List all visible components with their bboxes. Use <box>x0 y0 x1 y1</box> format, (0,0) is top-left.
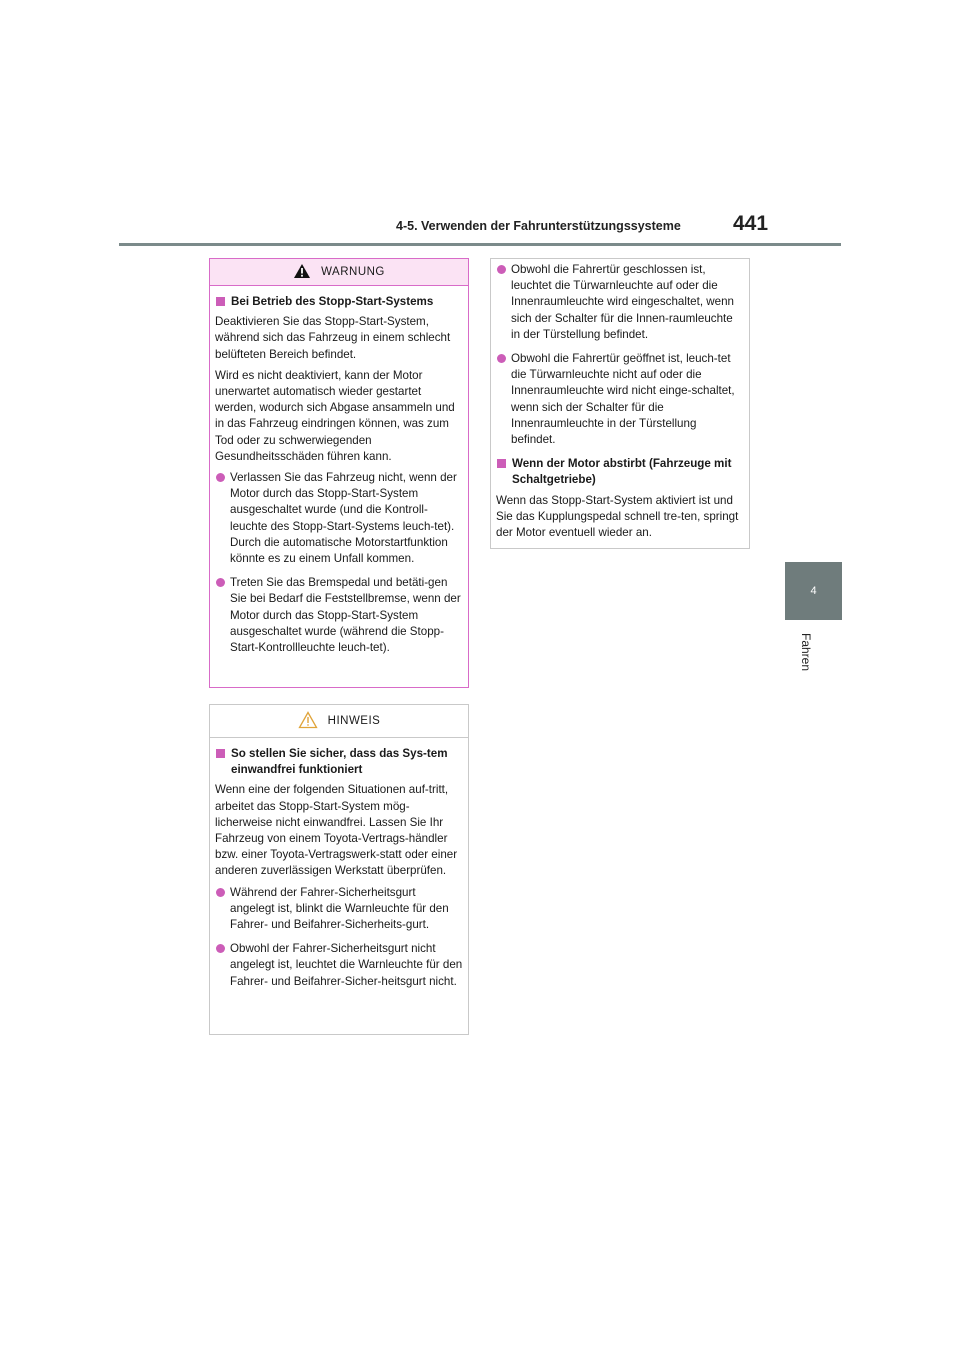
note-paragraph: Wenn das Stopp-Start-System aktiviert ist und Sie das Kupplungspedal schnell tre-ten, springt der Motor eventuell wieder an. <box>496 493 739 540</box>
warning-box <box>209 258 469 688</box>
warning-bullet: Treten Sie das Bremspedal und betäti-gen Sie bei Bedarf die Feststellbremse, wenn der Motor durch das Stopp-Start-System ausgeschaltet wurde (während die Stopp-Start-Kontrollleuchte leuch-tet). <box>215 575 463 656</box>
note-title: HINWEIS <box>327 715 381 727</box>
note-paragraph: Wenn eine der folgenden Situationen auf-tritt, arbeitet das Stopp-Start-System mög-licherweise nicht einwandfrei. Lassen Sie Ihr Fahrzeug von einem Toyota-Vertrags-händler bzw. einer Toyota-Vertragswerk-statt oder einer anderen zuverlässigen Werkstatt überprüfen. <box>215 783 458 878</box>
note-header <box>210 705 468 738</box>
note-subheading: So stellen Sie sicher, dass das Sys-tem einwandfrei funktioniert <box>215 746 463 778</box>
warning-paragraph: Wird es nicht deaktiviert, kann der Motor unerwartet automatisch wieder gestartet werden, wodurch sich Abgase ansammeln und in das Fahrzeug eindringen können, was zum Tod oder zu schwerwiegenden Gesundheitsschäden führen kann. <box>215 368 455 463</box>
note-box-continued <box>490 258 750 549</box>
square-bullet-icon <box>497 459 506 468</box>
round-bullet-icon <box>497 265 506 274</box>
note-subheading: Wenn der Motor abstirbt (Fahrzeuge mit Schaltgetriebe) <box>496 456 744 488</box>
header-rule <box>119 243 841 246</box>
round-bullet-icon <box>216 473 225 482</box>
round-bullet-icon <box>497 354 506 363</box>
page-number: 441 <box>733 212 769 235</box>
square-bullet-icon <box>216 749 225 758</box>
warning-subheading: Bei Betrieb des Stopp-Start-Systems <box>215 294 463 310</box>
chapter-tab: 4 <box>785 562 842 620</box>
chapter-label: Fahren <box>799 633 813 672</box>
square-bullet-icon <box>216 297 225 306</box>
note-bullet: Obwohl die Fahrertür geöffnet ist, leuch-tet die Türwarnleuchte nicht auf oder die Innenraumleuchte wird nicht einge-schaltet, wenn sich der Schalter für die Innenraumleuchte in der Türstellung befindet. <box>496 351 744 448</box>
warning-header <box>210 259 468 286</box>
note-bullet: Obwohl der Fahrer-Sicherheitsgurt nicht angelegt ist, leuchtet die Warnleuchte für den Fahrer- und Beifahrer-Sicher-heitsgurt nicht. <box>215 941 463 990</box>
section-title: 4-5. Verwenden der Fahrunterstützungssysteme <box>396 219 681 233</box>
round-bullet-icon <box>216 944 225 953</box>
note-box <box>209 704 469 1035</box>
caution-triangle-outline-icon <box>298 711 318 732</box>
warning-bullet: Verlassen Sie das Fahrzeug nicht, wenn der Motor durch das Stopp-Start-System ausgeschaltet wurde (und die Kontroll-leuchte des Stopp-Start-Systems leuch-tet). Durch die automatische Motorstartfunktion könnte es zu einem Unfall kommen. <box>215 470 463 567</box>
warning-paragraph: Deaktivieren Sie das Stopp-Start-System, während sich das Fahrzeug in einem schlecht belüfteten Bereich befindet. <box>215 315 451 361</box>
note-bullet: Während der Fahrer-Sicherheitsgurt angelegt ist, blinkt die Warnleuchte für den Fahrer- und Beifahrer-Sicherheits-gurt. <box>215 885 463 934</box>
round-bullet-icon <box>216 578 225 587</box>
round-bullet-icon <box>216 888 225 897</box>
note-bullet: Obwohl die Fahrertür geschlossen ist, leuchtet die Türwarnleuchte auf oder die Innenraumleuchte wird eingeschaltet, wenn sich der Schalter für die Innen-raumleuchte in der Türstellung befindet. <box>496 262 744 343</box>
warning-triangle-icon <box>293 263 311 282</box>
warning-title: WARNUNG <box>321 266 385 278</box>
